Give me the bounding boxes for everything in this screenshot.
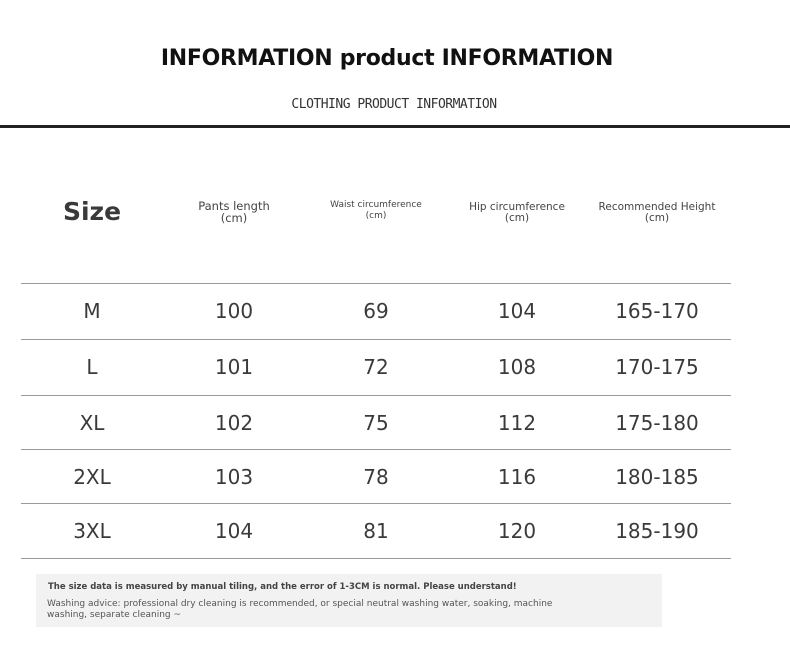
page-subtitle: CLOTHING PRODUCT INFORMATION bbox=[291, 97, 497, 112]
column-name: Pants length bbox=[198, 199, 270, 213]
notes-box bbox=[36, 574, 662, 627]
page-title: INFORMATION product INFORMATION bbox=[160, 46, 614, 71]
waist-cell: 69 bbox=[363, 299, 389, 323]
pants-length-cell: 104 bbox=[214, 519, 254, 543]
column-name: Waist circumference bbox=[330, 200, 422, 210]
pants-length-cell: 100 bbox=[214, 299, 254, 323]
measurement-note: The size data is measured by manual tiling, and the error of 1-3CM is normal. Please understand! bbox=[48, 582, 517, 592]
size-cell: XL bbox=[79, 411, 105, 435]
column-unit: (cm) bbox=[365, 211, 387, 222]
hip-cell: 108 bbox=[497, 355, 537, 379]
column-name: Recommended Height bbox=[598, 201, 716, 213]
row-divider bbox=[21, 558, 731, 559]
waist-cell: 72 bbox=[363, 355, 389, 379]
size-cell: 3XL bbox=[73, 519, 111, 543]
size-cell: L bbox=[86, 355, 98, 379]
row-divider bbox=[21, 283, 731, 284]
column-unit: (cm) bbox=[644, 212, 670, 225]
waist-cell: 78 bbox=[363, 465, 389, 489]
height-cell: 170-175 bbox=[615, 355, 699, 379]
row-divider bbox=[21, 395, 731, 396]
pants-length-cell: 101 bbox=[214, 355, 254, 379]
recommended-height-header bbox=[584, 202, 730, 224]
pants-length-cell: 103 bbox=[214, 465, 254, 489]
row-divider bbox=[21, 503, 731, 504]
size-column-header: Size bbox=[62, 197, 122, 226]
height-cell: 185-190 bbox=[615, 519, 699, 543]
height-cell: 165-170 bbox=[615, 299, 699, 323]
waist-cell: 81 bbox=[363, 519, 389, 543]
washing-advice: Washing advice: professional dry cleaning is recommended, or special neutral washing water, soaking, machine washing, separate cleaning ~ bbox=[47, 599, 553, 620]
height-cell: 175-180 bbox=[615, 411, 699, 435]
pants-length-cell: 102 bbox=[214, 411, 254, 435]
hip-cell: 104 bbox=[497, 299, 537, 323]
height-cell: 180-185 bbox=[615, 465, 699, 489]
column-unit: (cm) bbox=[220, 211, 248, 226]
hip-cell: 112 bbox=[497, 411, 537, 435]
row-divider bbox=[21, 339, 731, 340]
size-cell: 2XL bbox=[73, 465, 111, 489]
row-divider bbox=[21, 449, 731, 450]
hip-header bbox=[446, 202, 588, 224]
size-cell: M bbox=[83, 299, 101, 323]
column-name: Hip circumference bbox=[469, 201, 565, 213]
pants-length-header bbox=[160, 200, 308, 224]
column-unit: (cm) bbox=[504, 212, 530, 225]
hip-cell: 116 bbox=[497, 465, 537, 489]
waist-header bbox=[306, 201, 446, 222]
waist-cell: 75 bbox=[363, 411, 389, 435]
header-divider bbox=[0, 125, 790, 128]
hip-cell: 120 bbox=[497, 519, 537, 543]
